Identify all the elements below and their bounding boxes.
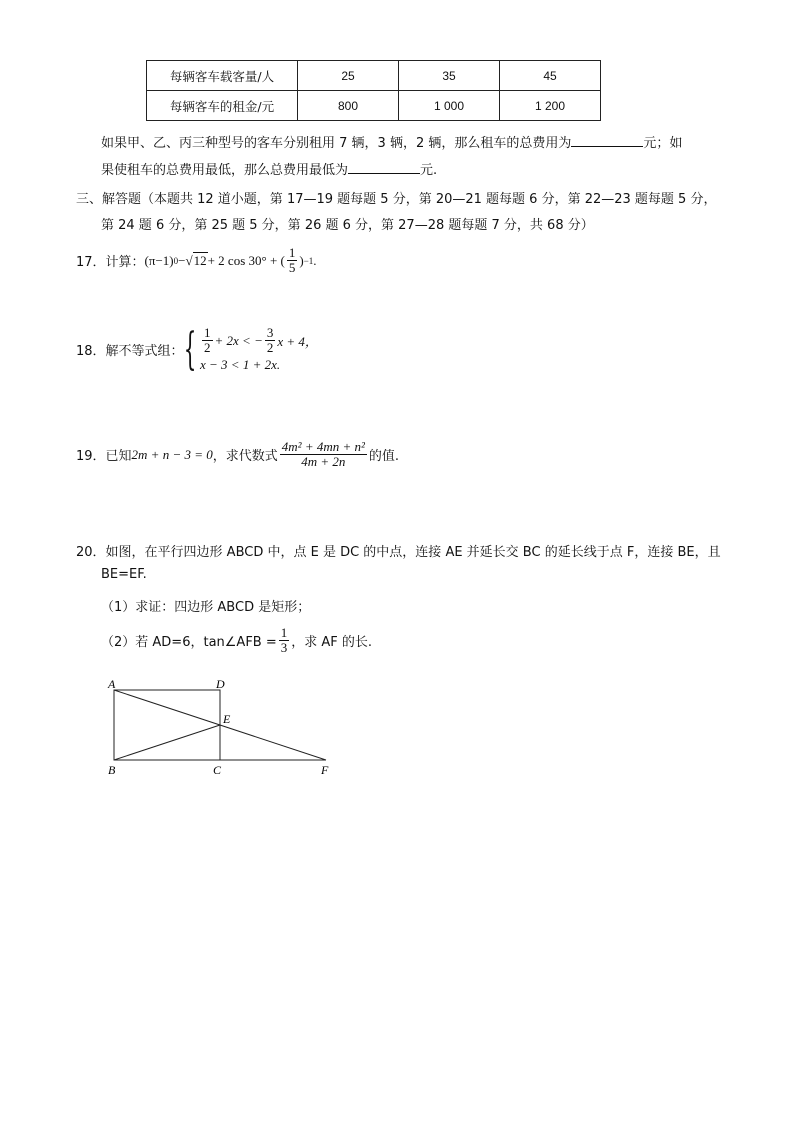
- section3-heading-cont: 第 24 题 6 分，第 25 题 5 分，第 26 题 6 分，第 27—28 题每题 7 分，共 68 分）: [101, 218, 594, 233]
- question-text: ，求 AF 的长.: [291, 635, 373, 650]
- label-a: A: [108, 677, 116, 691]
- table-cell: 800: [298, 91, 399, 121]
- inequality-1: [200, 326, 318, 355]
- question-20-part2: [101, 626, 372, 655]
- table-row: [147, 61, 601, 91]
- math-expr: ): [299, 252, 304, 268]
- question-text: ，求代数式: [212, 449, 278, 464]
- q16-text: 元.: [420, 163, 438, 178]
- question-19: [76, 440, 399, 469]
- q16-line1: [101, 132, 682, 151]
- question-text: 的值.: [368, 449, 400, 464]
- left-brace: {: [183, 323, 197, 375]
- table-cell: 每辆客车的租金/元: [147, 91, 298, 121]
- fraction: $\frac{1}{5}$: [288, 245, 296, 275]
- sqrt-symbol: √: [185, 252, 193, 268]
- q16-text: 元；如: [643, 136, 683, 151]
- table-cell: 1 000: [399, 91, 500, 121]
- section3-heading: 三、解答题（本题共 12 道小题，第 17—19 题每题 5 分，第 20—21 题每题 6 分，第 22—23 题每题 5 分，: [76, 192, 717, 207]
- question-text: （2）若 AD=6，tan∠AFB =: [101, 635, 277, 650]
- label-d: D: [216, 677, 225, 691]
- geometry-figure: [100, 676, 340, 786]
- math-sup: −1: [303, 255, 314, 266]
- inequality-system: [176, 323, 318, 375]
- label-e: E: [223, 712, 231, 726]
- math-sup: 0: [173, 255, 179, 266]
- q16-text: 如果甲、乙、丙三种型号的客车分别租用 7 辆，3 辆，2 辆，那么租车的总费用为: [101, 136, 572, 151]
- math-expr: + 2x < −: [214, 332, 263, 348]
- table-cell: 25: [298, 61, 399, 91]
- answer-blank: [571, 134, 643, 147]
- answer-blank: [348, 161, 420, 174]
- fraction: $\frac{3}{2}$: [266, 325, 274, 355]
- math-expr: (π−1): [144, 252, 174, 268]
- inequality-2: x − 3 < 1 + 2x.: [200, 357, 281, 372]
- math-expr: .: [313, 252, 317, 268]
- question-20-part1: （1）求证：四边形 ABCD 是矩形；: [101, 600, 311, 615]
- question-label: 17．计算：: [76, 255, 145, 270]
- label-b: B: [108, 763, 116, 777]
- math-expr: −: [178, 252, 186, 268]
- q16-text: 果使租车的总费用最低，那么总费用最低为: [101, 163, 349, 178]
- question-18-label: 18．解不等式组：: [76, 344, 184, 359]
- fraction: $\frac{1}{3}$: [280, 625, 288, 655]
- table-row: [147, 91, 601, 121]
- question-label: 19．已知: [76, 449, 132, 464]
- sqrt-content: 12: [193, 253, 207, 268]
- fare-table: [146, 60, 601, 121]
- fraction: $\frac{\text{4m² + 4mn + n²}}{4m + 2n}$: [281, 439, 365, 469]
- question-20-line2: BE=EF.: [101, 567, 147, 582]
- rectangle-abcd: [114, 690, 220, 760]
- table-cell: 每辆客车载客量/人: [147, 61, 298, 91]
- math-expr: 2m + n − 3 = 0: [131, 446, 213, 462]
- math-expr: x + 4，: [277, 334, 318, 349]
- fraction: $\frac{1}{2}$: [204, 325, 211, 355]
- question-17: [76, 246, 317, 275]
- table-cell: 1 200: [500, 91, 601, 121]
- table-cell: 45: [500, 61, 601, 91]
- math-expr: + 2 cos 30° + (: [207, 252, 285, 268]
- q16-line2: [101, 159, 437, 178]
- question-20-line1: 20．如图，在平行四边形 ABCD 中，点 E 是 DC 的中点，连接 AE 并延长交 BC 的延长线于点 F，连接 BE，且: [76, 545, 721, 560]
- line-be: [114, 725, 220, 760]
- label-c: C: [213, 763, 222, 777]
- label-f: F: [321, 763, 329, 777]
- inequality-lines: [200, 326, 318, 373]
- table-cell: 35: [399, 61, 500, 91]
